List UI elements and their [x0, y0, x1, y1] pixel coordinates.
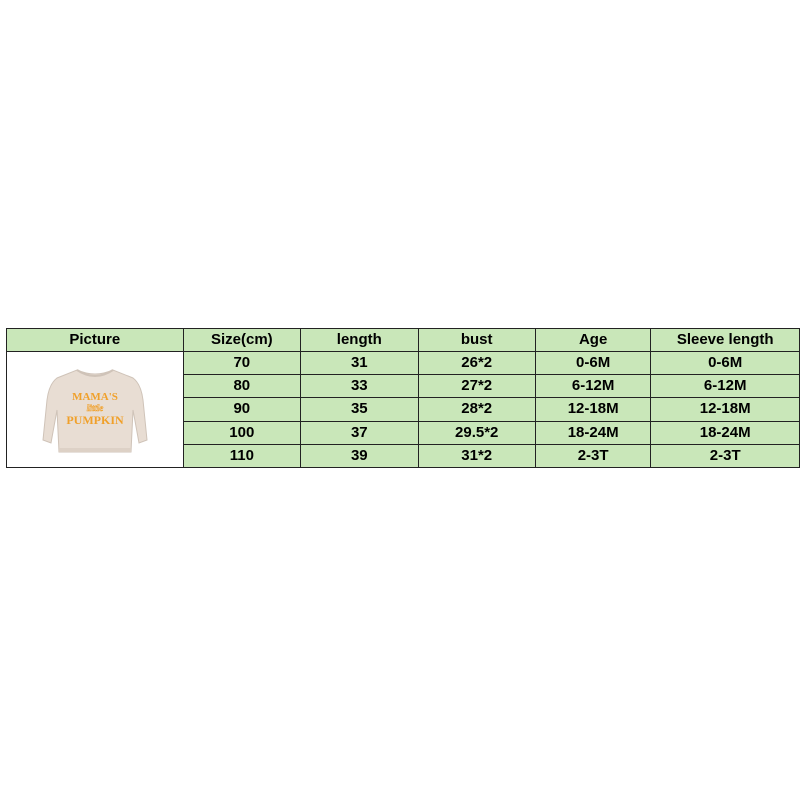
cell-age: 0-6M [535, 352, 650, 375]
header-sleeve-length: Sleeve length [651, 329, 800, 352]
sweatshirt-image [35, 360, 155, 460]
cell-sleeve-length: 12-18M [651, 398, 800, 421]
print-line-2: little [86, 402, 104, 413]
cell-sleeve-length: 6-12M [651, 375, 800, 398]
cell-size: 100 [183, 421, 301, 444]
cell-age: 6-12M [535, 375, 650, 398]
print-line-3: PUMPKIN [66, 412, 124, 427]
table-row [7, 352, 800, 375]
picture-cell [7, 352, 184, 468]
print-line-1: MAMA'S [71, 390, 118, 403]
cell-age: 2-3T [535, 444, 650, 467]
header-age: Age [535, 329, 650, 352]
cell-bust: 28*2 [418, 398, 535, 421]
cell-size: 70 [183, 352, 301, 375]
cell-length: 37 [301, 421, 418, 444]
cell-bust: 29.5*2 [418, 421, 535, 444]
cell-sleeve-length: 2-3T [651, 444, 800, 467]
cell-bust: 31*2 [418, 444, 535, 467]
header-picture: Picture [7, 329, 184, 352]
cell-size: 110 [183, 444, 301, 467]
cell-size: 90 [183, 398, 301, 421]
cell-sleeve-length: 18-24M [651, 421, 800, 444]
cell-length: 35 [301, 398, 418, 421]
sweatshirt-hem [59, 448, 131, 452]
cell-length: 33 [301, 375, 418, 398]
size-chart-table [6, 328, 800, 468]
header-row [7, 329, 800, 352]
cell-age: 18-24M [535, 421, 650, 444]
cell-length: 31 [301, 352, 418, 375]
cell-bust: 27*2 [418, 375, 535, 398]
cell-size: 80 [183, 375, 301, 398]
cell-sleeve-length: 0-6M [651, 352, 800, 375]
header-length: length [301, 329, 418, 352]
header-bust: bust [418, 329, 535, 352]
cell-age: 12-18M [535, 398, 650, 421]
header-size: Size(cm) [183, 329, 301, 352]
cell-bust: 26*2 [418, 352, 535, 375]
cell-length: 39 [301, 444, 418, 467]
